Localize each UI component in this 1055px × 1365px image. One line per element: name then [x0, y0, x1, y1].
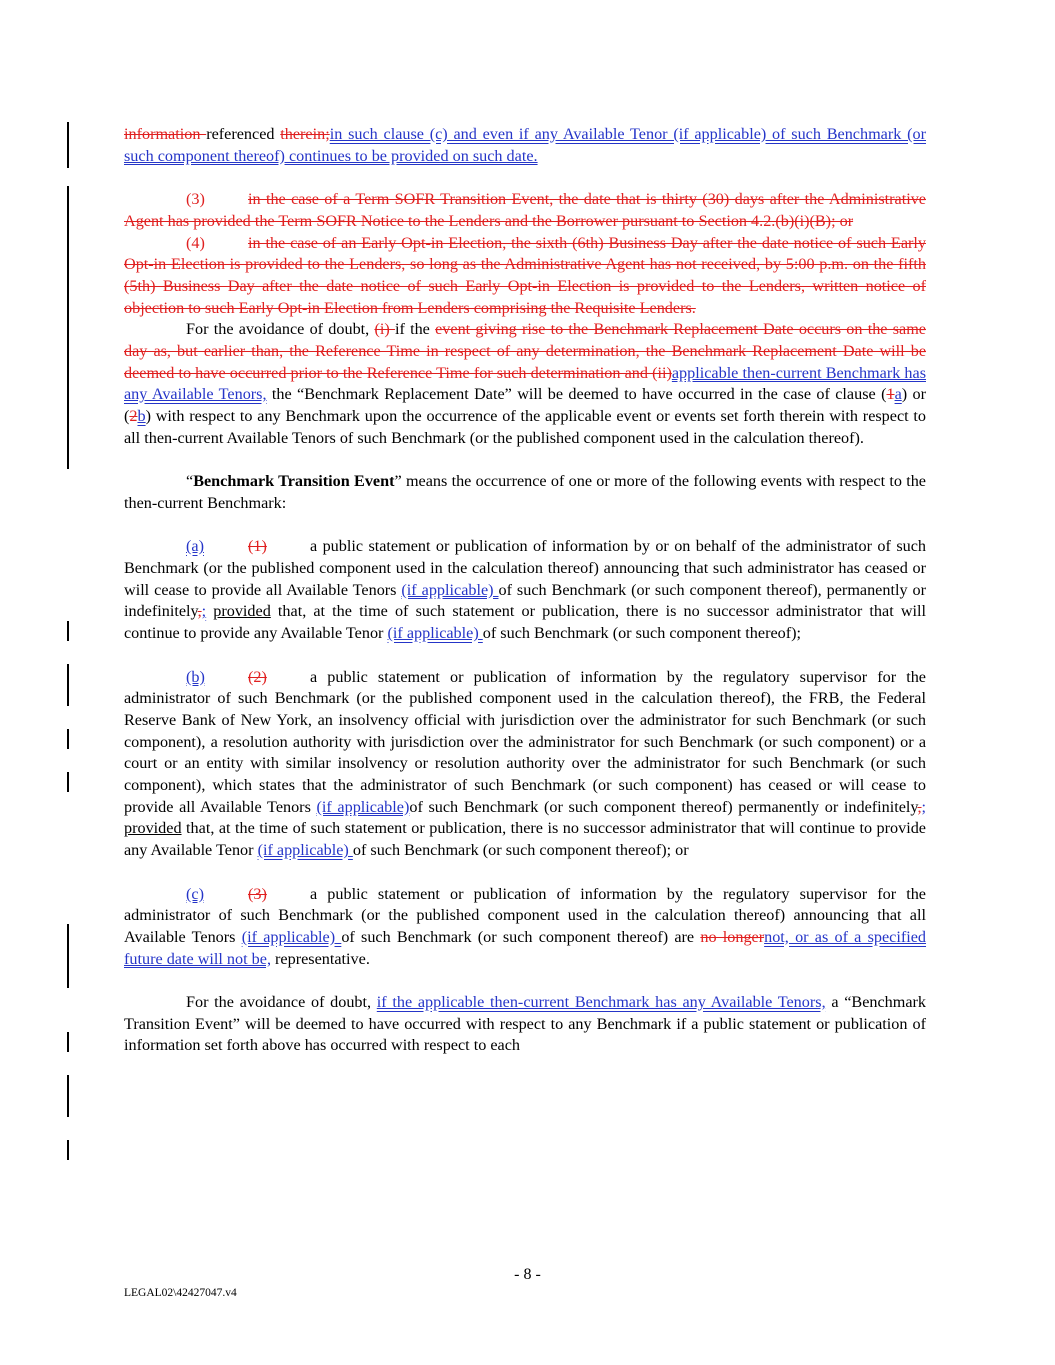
text-run: For the avoidance of doubt, [186, 320, 375, 339]
text-run: that, at the time of such statement or publication, there is no successor administrator that will continue to provide any Available Tenor [124, 602, 926, 643]
deleted-text: 1 [886, 385, 895, 404]
change-bar [67, 1140, 69, 1160]
text-run: referenced [206, 125, 281, 143]
inserted-text: (if applicable) [316, 797, 410, 816]
inserted-text: ; [201, 602, 207, 621]
inserted-text: (if applicable) [401, 580, 499, 599]
inserted-clause-label: (c) [186, 884, 204, 903]
text-run: that, at the time of such statement or publication, there is no successor administrator that will continue to provide any Available Tenor [124, 819, 926, 860]
page-number: - 8 - [514, 1266, 541, 1283]
deleted-text: in the case of an Early Opt-in Election, the sixth (6th) Business Day after the date notice of such Early Opt-in Election is provided to the Lenders, so long as the Administrative Agent has not received, by 5:00 p.m. on the fifth (5th) Business Day after the date notice of such Early Opt-in Election is provided to the Lenders, written notice of objection to such Early Opt-in Election from Lenders comprising the Requisite Lenders. [124, 233, 926, 317]
deleted-text: , [917, 797, 922, 816]
text-run: if the [394, 320, 436, 339]
change-bar [67, 122, 69, 168]
text-run: “ [186, 472, 194, 491]
deleted-text: 2 [129, 407, 138, 426]
deleted-text: information [124, 125, 207, 143]
deleted-clause-3 [124, 189, 926, 232]
inserted-text: applicable then-current Benchmark has any Available Tenors, [124, 363, 926, 404]
deleted-clause-label: (2) [248, 667, 267, 686]
text-run: a public statement or publication of information by or on behalf of the administrator of such Benchmark (or the published component used in the calculation thereof) announcing that such administrator has ceased or will cease to provide all Available Tenors [124, 537, 926, 599]
inserted-clause-label: (b) [186, 667, 205, 686]
text-run: of such Benchmark (or such component thereof), permanently or indefinitely [124, 580, 926, 621]
change-bar [67, 729, 69, 749]
inserted-text: b [137, 407, 146, 426]
body-text [124, 124, 926, 1057]
change-bar [67, 924, 69, 988]
clause-b [124, 667, 926, 862]
inserted-text: if the applicable then-current Benchmark has any Available Tenors, [376, 993, 826, 1012]
text-run: a public statement or publication of information by the regulatory supervisor for the administrator of such Benchmark (or the published component used in the calculation thereof), the FRB, the Federal Reserve Bank of New York, an insolvency official with jurisdiction over the administrator for such Benchmark (or such component), a resolution authority with jurisdiction over the administrator for such Benchmark (or such component) or a court or an entity with similar insolvency or resolution authority over the administrator for such Benchmark (or such component), which states that the administrator of such Benchmark (or such component) has ceased or will cease to provide all Available Tenors [124, 667, 926, 816]
definition-benchmark-transition-event [124, 471, 926, 514]
text-run: of such Benchmark (or such component thereof) permanently or indefinitely [409, 797, 918, 816]
paragraph-continuation [124, 124, 926, 167]
underlined-term: provided [213, 602, 271, 621]
text-run: a “Benchmark Transition Event” will be deemed to have occurred with respect to any Benchmark if a public statement or publication of information set forth above has occurred with respect to each [124, 993, 927, 1055]
deleted-text: , [197, 602, 202, 621]
inserted-text: ; [921, 797, 927, 816]
avoidance-of-doubt-paragraph-2 [124, 992, 926, 1057]
deleted-clause-label: (3) [248, 884, 267, 903]
change-bar [67, 772, 69, 792]
clause-c [124, 884, 926, 971]
deleted-clause-4 [124, 233, 926, 320]
avoidance-of-doubt-paragraph [124, 319, 926, 449]
inserted-text: (if applicable) [257, 841, 353, 860]
document-id: LEGAL02\42427047.v4 [124, 1287, 237, 1299]
clause-a [124, 536, 926, 645]
deleted-text: event giving rise to the Benchmark Replacement Date occurs on the same day as, but earlier than, the Reference Time in respect of any determination, the Benchmark Replacement Date will be deemed to have occurred prior to the Reference Time for such determination and (ii) [124, 320, 926, 382]
inserted-clause-label: (a) [186, 537, 204, 556]
change-bar [67, 664, 69, 706]
text-run: ) or ( [124, 385, 927, 426]
inserted-text: (if applicable) [387, 624, 483, 643]
deleted-text: (i) [374, 320, 395, 339]
defined-term: Benchmark Transition Event [193, 472, 395, 491]
clause-label: (3) [186, 190, 205, 209]
deleted-text: no longer [700, 927, 765, 946]
text-run: representative. [271, 949, 370, 968]
change-bar [67, 1032, 69, 1052]
deleted-text: therein; [280, 125, 330, 143]
text-run: of such Benchmark (or such component thereof); or [352, 841, 689, 860]
change-bar [67, 1075, 69, 1117]
text-run: of such Benchmark (or such component thereof) are [341, 927, 701, 946]
text-run: For the avoidance of doubt, [186, 993, 377, 1012]
text-run: the “Benchmark Replacement Date” will be deemed to have occurred in the case of clause ( [266, 385, 887, 404]
clause-label: (4) [186, 233, 205, 252]
deleted-text: in the case of a Term SOFR Transition Event, the date that is thirty (30) days after the Administrative Agent has provided the Term SOFR Notice to the Lenders and the Borrower pursuant to Section 4.2.(b)(i)(B); or [124, 190, 926, 230]
text-run: ) with respect to any Benchmark upon the occurrence of the applicable event or events set forth therein with respect to all then-current Available Tenors of such Benchmark (or the published component used in the calculation thereof). [124, 407, 926, 447]
inserted-text: (if applicable) [241, 927, 342, 946]
text-run: a public statement or publication of information by the regulatory supervisor for the administrator of such Benchmark (or the published component used in the calculation thereof) announcing that all Available Tenors [124, 884, 926, 946]
inserted-text: in such clause (c) and even if any Available Tenor (if applicable) of such Benchmark (or such component thereof) continues to be provided on such date. [124, 125, 926, 165]
underlined-term: provided [124, 819, 182, 838]
deleted-clause-label: (1) [248, 537, 267, 556]
change-bar [67, 186, 69, 469]
change-bar [67, 621, 69, 641]
text-run: ” means the occurrence of one or more of the following events with respect to the then-current Benchmark: [124, 472, 926, 512]
inserted-text: a [894, 385, 902, 404]
text-run: of such Benchmark (or such component thereof); [482, 624, 802, 643]
inserted-text: not, or as of a specified future date will not be, [124, 927, 927, 968]
